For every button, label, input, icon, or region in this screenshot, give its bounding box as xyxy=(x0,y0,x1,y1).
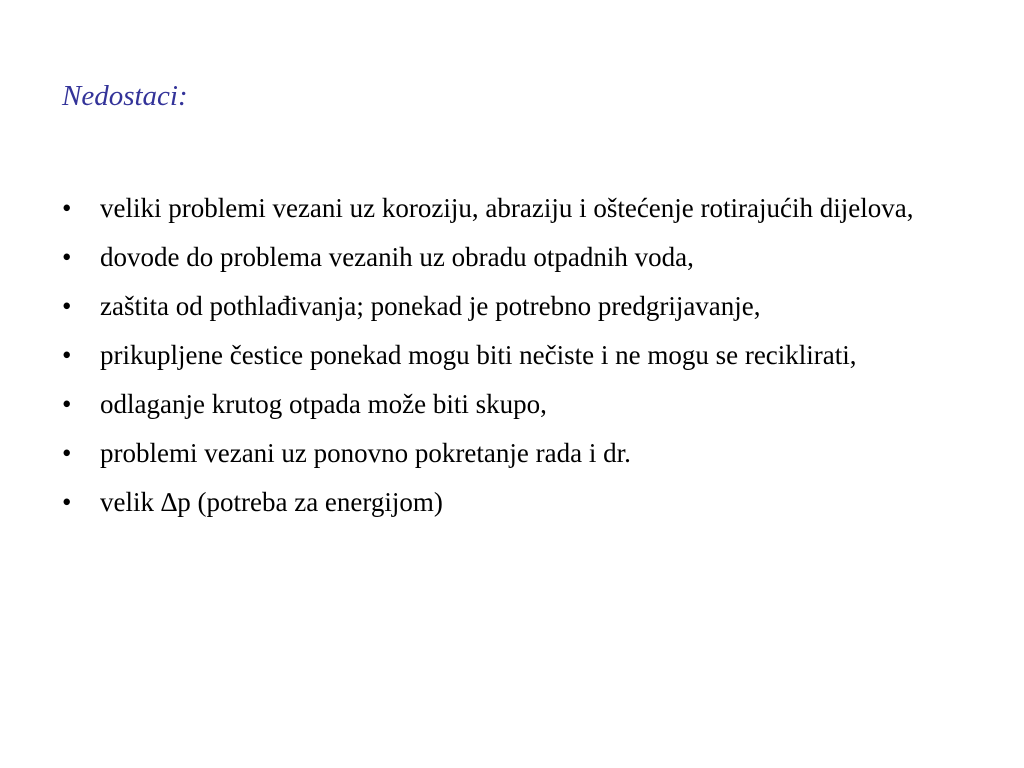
bullet-list xyxy=(62,191,962,534)
bullet-item xyxy=(62,387,962,422)
bullet-text: problemi vezani uz ponovno pokretanje rada i dr. xyxy=(100,438,631,468)
bullet-point-icon: • xyxy=(62,389,72,419)
bullet-text: odlaganje krutog otpada može biti skupo, xyxy=(100,389,547,419)
bullet-point-icon: • xyxy=(62,242,72,272)
bullet-point-icon: • xyxy=(62,487,72,517)
bullet-text: zaštita od pothlađivanja; ponekad je potrebno predgrijavanje, xyxy=(100,291,761,321)
bullet-text: velik ∆p (potreba za energijom) xyxy=(100,487,443,517)
bullet-point-icon: • xyxy=(62,193,72,223)
bullet-item xyxy=(62,485,962,520)
bullet-point-icon: • xyxy=(62,340,72,370)
bullet-text: veliki problemi vezani uz koroziju, abraziju i oštećenje rotirajućih dijelova, xyxy=(100,193,914,223)
bullet-item xyxy=(62,338,962,373)
bullet-item xyxy=(62,436,962,471)
bullet-text: prikupljene čestice ponekad mogu biti nečiste i ne mogu se reciklirati, xyxy=(100,340,857,370)
bullet-point-icon: • xyxy=(62,291,72,321)
bullet-item xyxy=(62,240,962,275)
bullet-item xyxy=(62,289,962,324)
slide-title: Nedostaci: xyxy=(62,80,188,112)
bullet-item xyxy=(62,191,962,226)
bullet-point-icon: • xyxy=(62,438,72,468)
bullet-text: dovode do problema vezanih uz obradu otpadnih voda, xyxy=(100,242,694,272)
